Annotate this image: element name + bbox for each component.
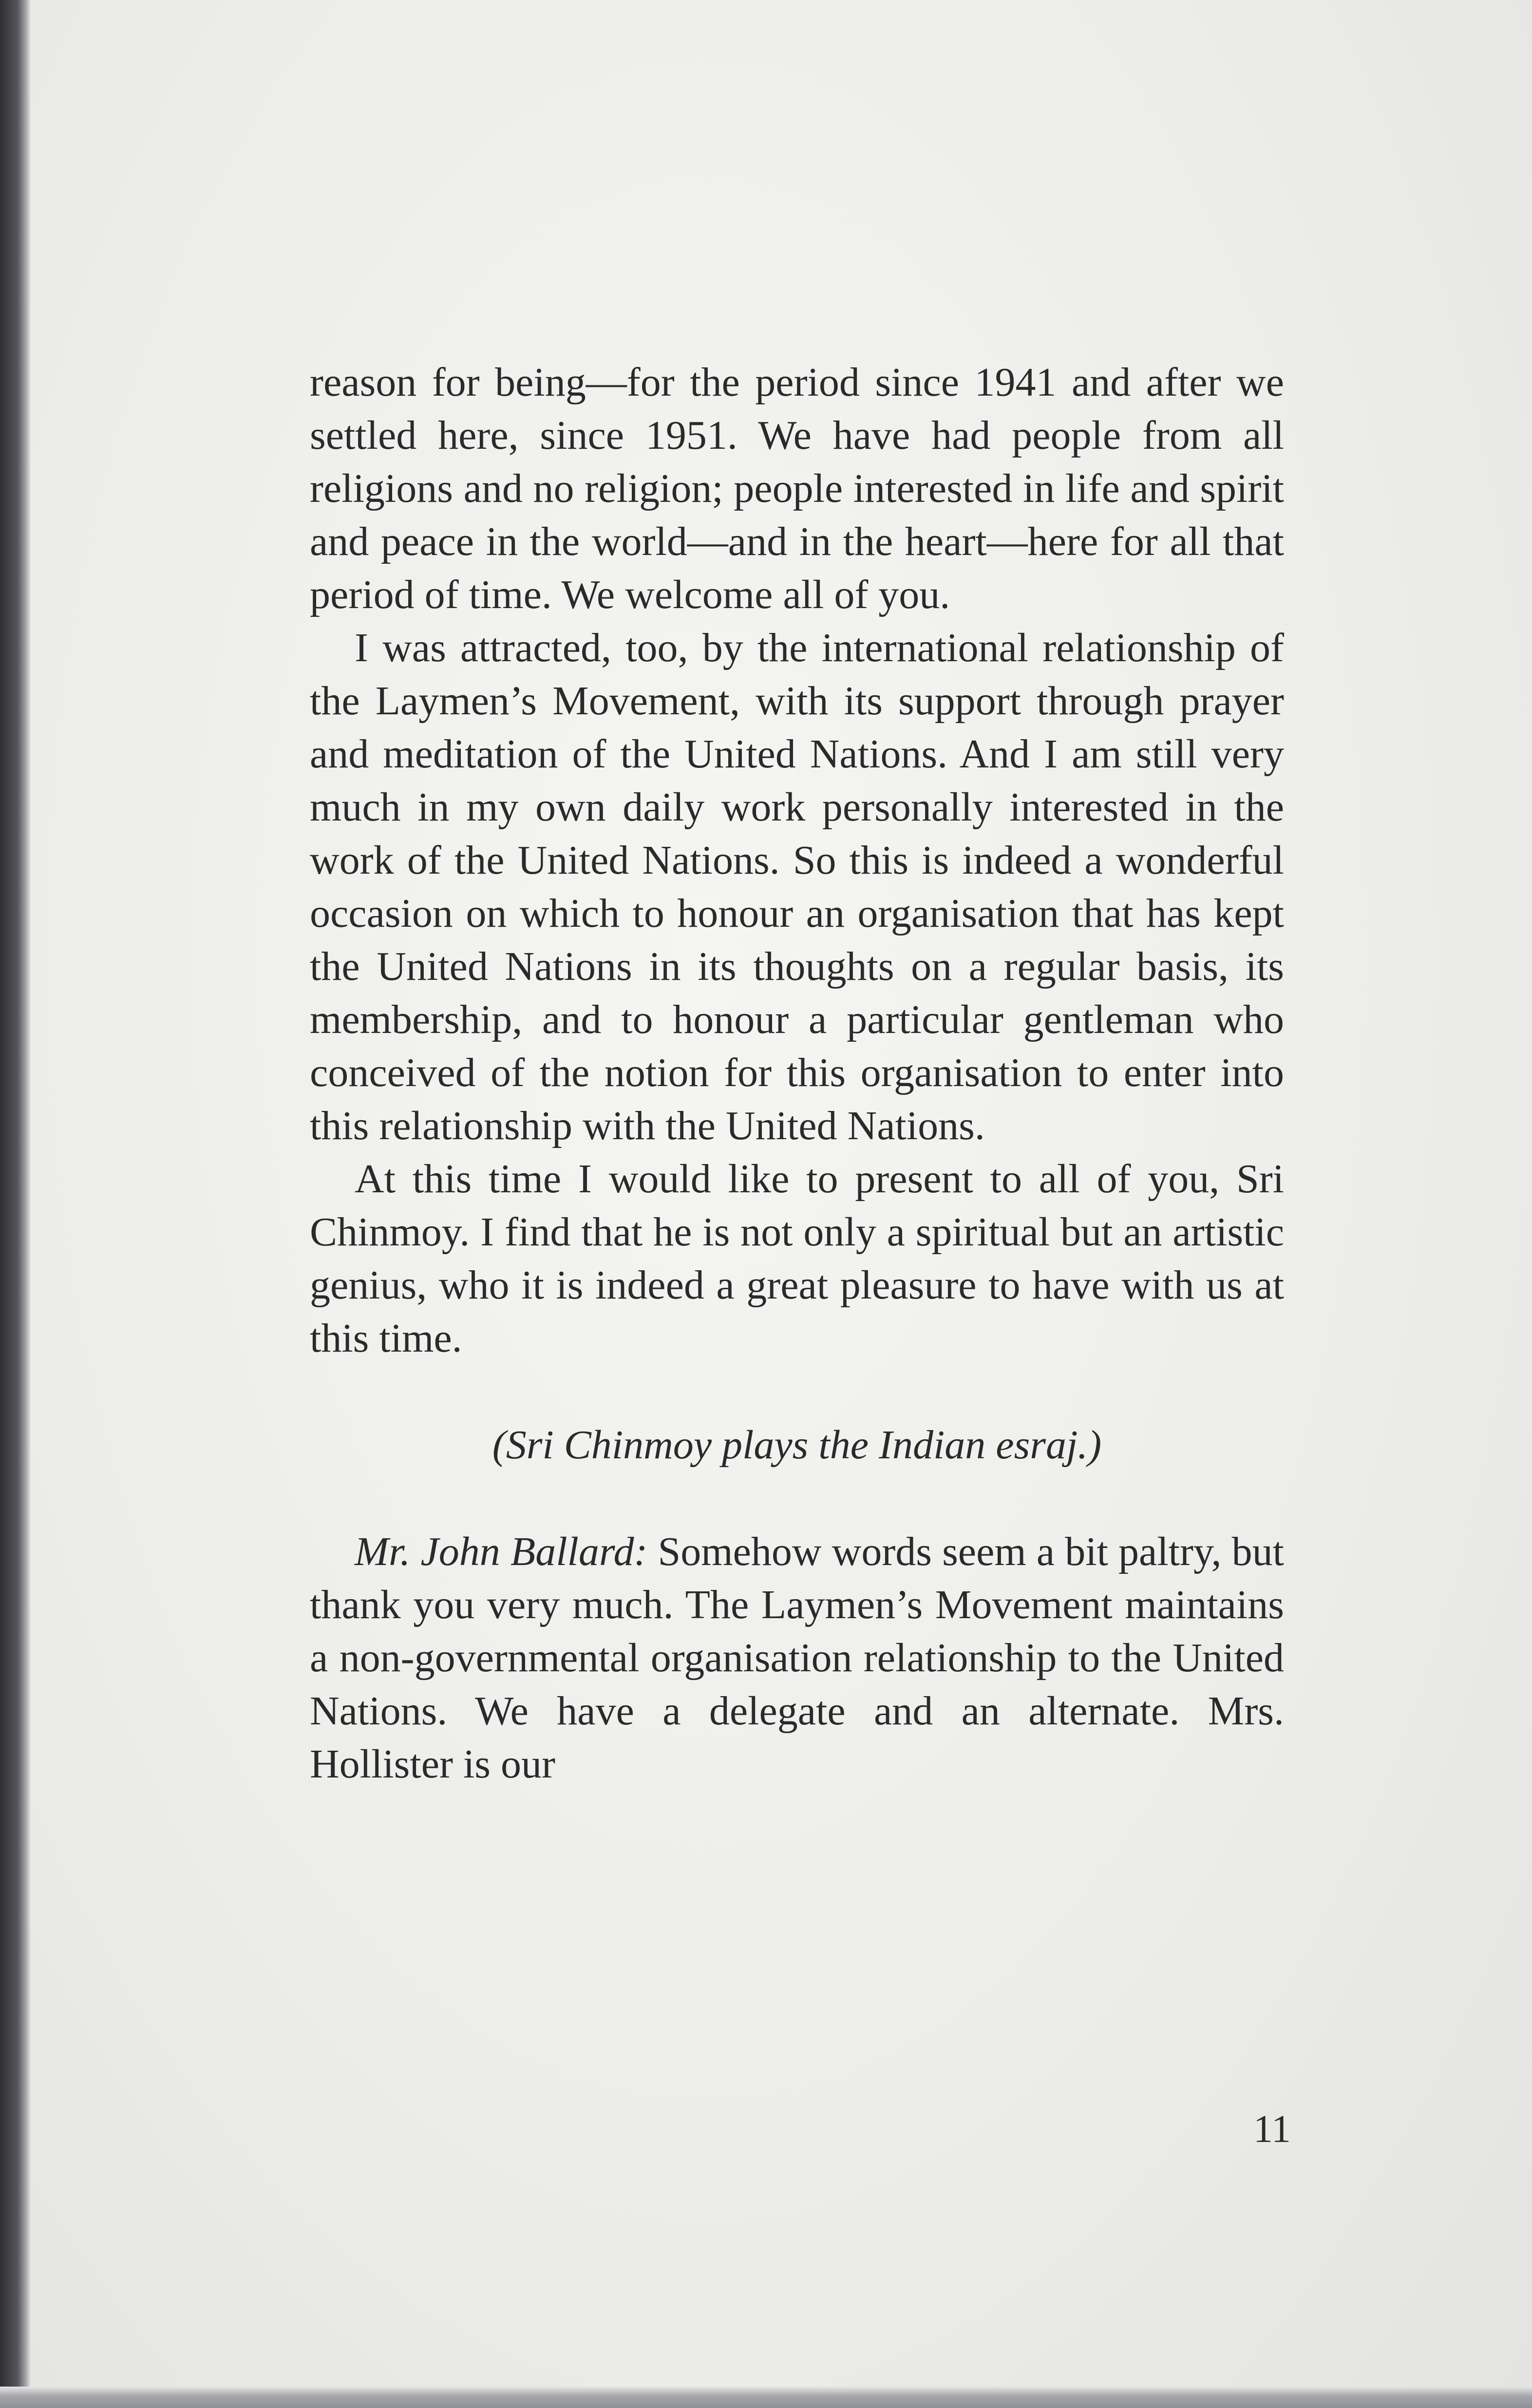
body-text bbox=[310, 356, 1284, 1791]
speech-text: Somehow words seem a bit paltry, but thank you very much. The Laymen’s Movement maintains a non-governmental organisation relationship to the United Nations. We have a delegate and an alternate. Mrs. Hollister is our bbox=[310, 1529, 1284, 1787]
paragraph-international-relationship: I was attracted, too, by the international relationship of the Laymen’s Movement, with its support through prayer and meditation of the United Nations. And I am still very much in my own daily work personally interested in the work of the United Nations. So this is indeed a wonderful occasion on which to honour an organisation that has kept the United Nations in its thoughts on a regular basis, its membership, and to honour a particular gentleman who conceived of the notion for this organisation to enter into this relationship with the United Nations. bbox=[310, 625, 1284, 1148]
speaker-name: Mr. John Ballard: bbox=[355, 1529, 648, 1574]
paragraph-continued: reason for being—for the period since 1941 and after we settled here, since 1951. We have had people from all religions and no religion; people interested in life and spirit and peace in the world—and in the heart—here for all that period of time. We welcome all of you. bbox=[310, 360, 1284, 617]
page-number: 11 bbox=[1253, 2108, 1291, 2151]
scan-edge-bottom bbox=[0, 2387, 1532, 2408]
paragraph-introduction: At this time I would like to present to all of you, Sri Chinmoy. I find that he is not only a spiritual but an artistic genius, who it is indeed a great pleasure to have with us at this time. bbox=[310, 1156, 1284, 1361]
scan-edge-left bbox=[0, 0, 30, 2408]
speech-paragraph bbox=[310, 1525, 1284, 1791]
stage-direction: (Sri Chinmoy plays the Indian esraj.) bbox=[492, 1422, 1102, 1468]
